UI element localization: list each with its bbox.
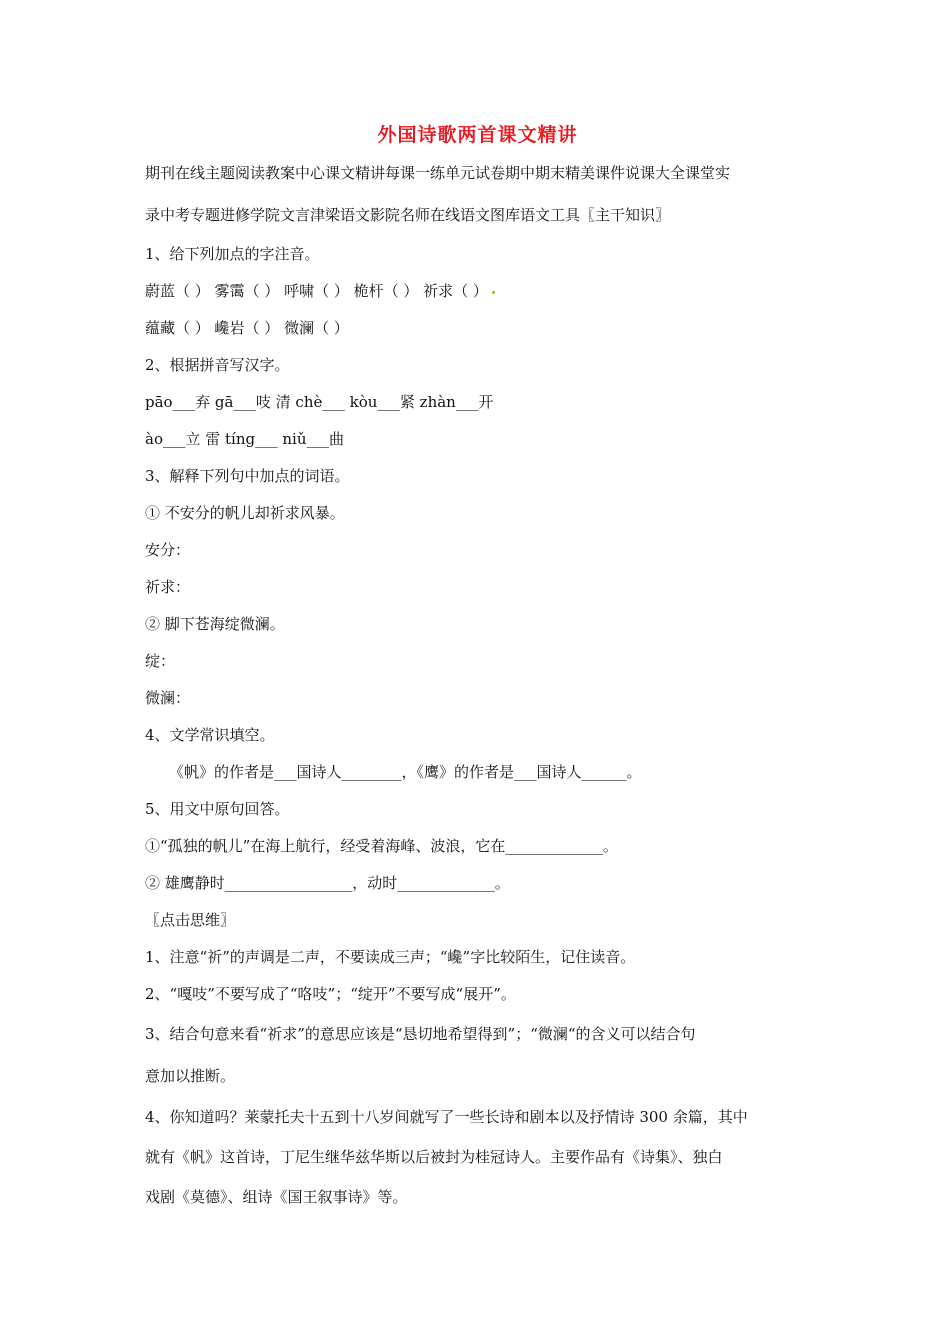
page-title: 外国诗歌两首课文精讲 <box>377 124 578 146</box>
q5-heading: 5、用文中原句回答。 <box>145 800 290 818</box>
q2-row-2: ào___立 雷 tíng___ niǔ___曲 <box>145 430 344 448</box>
emphasis-dot-icon <box>492 291 495 294</box>
think-para-3-line-1: 3、结合句意来看“祈求”的意思应该是“恳切地希望得到”；“微澜“的含义可以结合句 <box>145 1025 696 1043</box>
q1-heading: 1、给下列加点的字注音。 <box>145 245 320 263</box>
q3-heading: 3、解释下列句中加点的词语。 <box>145 467 350 485</box>
q1-row-2: 蕴藏（ ） 巉岩（ ） 微澜（ ） <box>145 319 349 337</box>
q1-row-1 <box>145 273 810 310</box>
think-para-4-line-2: 就有《帆》这首诗，丁尼生继华兹华斯以后被封为桂冠诗人。主要作品有《诗集》、独白 <box>145 1148 723 1166</box>
q3-word-4: 微澜： <box>145 689 191 707</box>
think-para-4-line-3: 戏剧《莫德》、组诗《国王叙事诗》等。 <box>145 1188 408 1206</box>
q5-row-1: ①“孤独的帆儿”在海上航行，经受着海峰、波浪，它在_____________。 <box>145 837 618 855</box>
q4-row-1: 《帆》的作者是___国诗人________，《鹰》的作者是___国诗人______。 <box>169 763 642 781</box>
q2-row-1: pāo___弃 gā___吱 清 chè___ kòu___紧 zhàn___开 <box>145 393 494 411</box>
think-para-4-line-1: 4、你知道吗？莱蒙托夫十五到十八岁间就写了一些长诗和剧本以及抒情诗 300 余篇，其中 <box>145 1108 748 1126</box>
document-page <box>145 118 810 1217</box>
q3-sentence-1: ① 不安分的帆儿却祈求风暴。 <box>145 504 345 522</box>
q3-word-3: 绽： <box>145 652 176 670</box>
q3-word-2: 祈求： <box>145 578 191 596</box>
think-heading: 〖点击思维〗 <box>145 911 236 929</box>
q3-word-1: 安分： <box>145 541 191 559</box>
think-para-2: 2、“嘎吱”不要写成了“咯吱”；“绽开”不要写成“展开”。 <box>145 985 516 1003</box>
think-para-1: 1、注意“祈”的声调是二声，不要读成三声；“巉”字比较陌生，记住读音。 <box>145 948 636 966</box>
q2-heading: 2、根据拼音写汉字。 <box>145 356 290 374</box>
q5-row-2: ② 雄鹰静时_________________，动时_____________。 <box>145 874 510 892</box>
q3-sentence-2: ② 脚下苍海绽微澜。 <box>145 615 285 633</box>
nav-line-1: 期刊在线主题阅读教案中心课文精讲每课一练单元试卷期中期末精美课件说课大全课堂实 <box>145 164 731 182</box>
think-para-3-line-2: 意加以推断。 <box>145 1067 236 1085</box>
q4-heading: 4、文学常识填空。 <box>145 726 275 744</box>
nav-line-2: 录中考专题进修学院文言津梁语文影院名师在线语文图库语文工具〖主干知识〗 <box>145 206 671 224</box>
q1-row-1-text: 蔚蓝（ ） 雾霭（ ） 呼啸（ ） 桅杆（ ） 祈求（ ） <box>145 282 488 300</box>
